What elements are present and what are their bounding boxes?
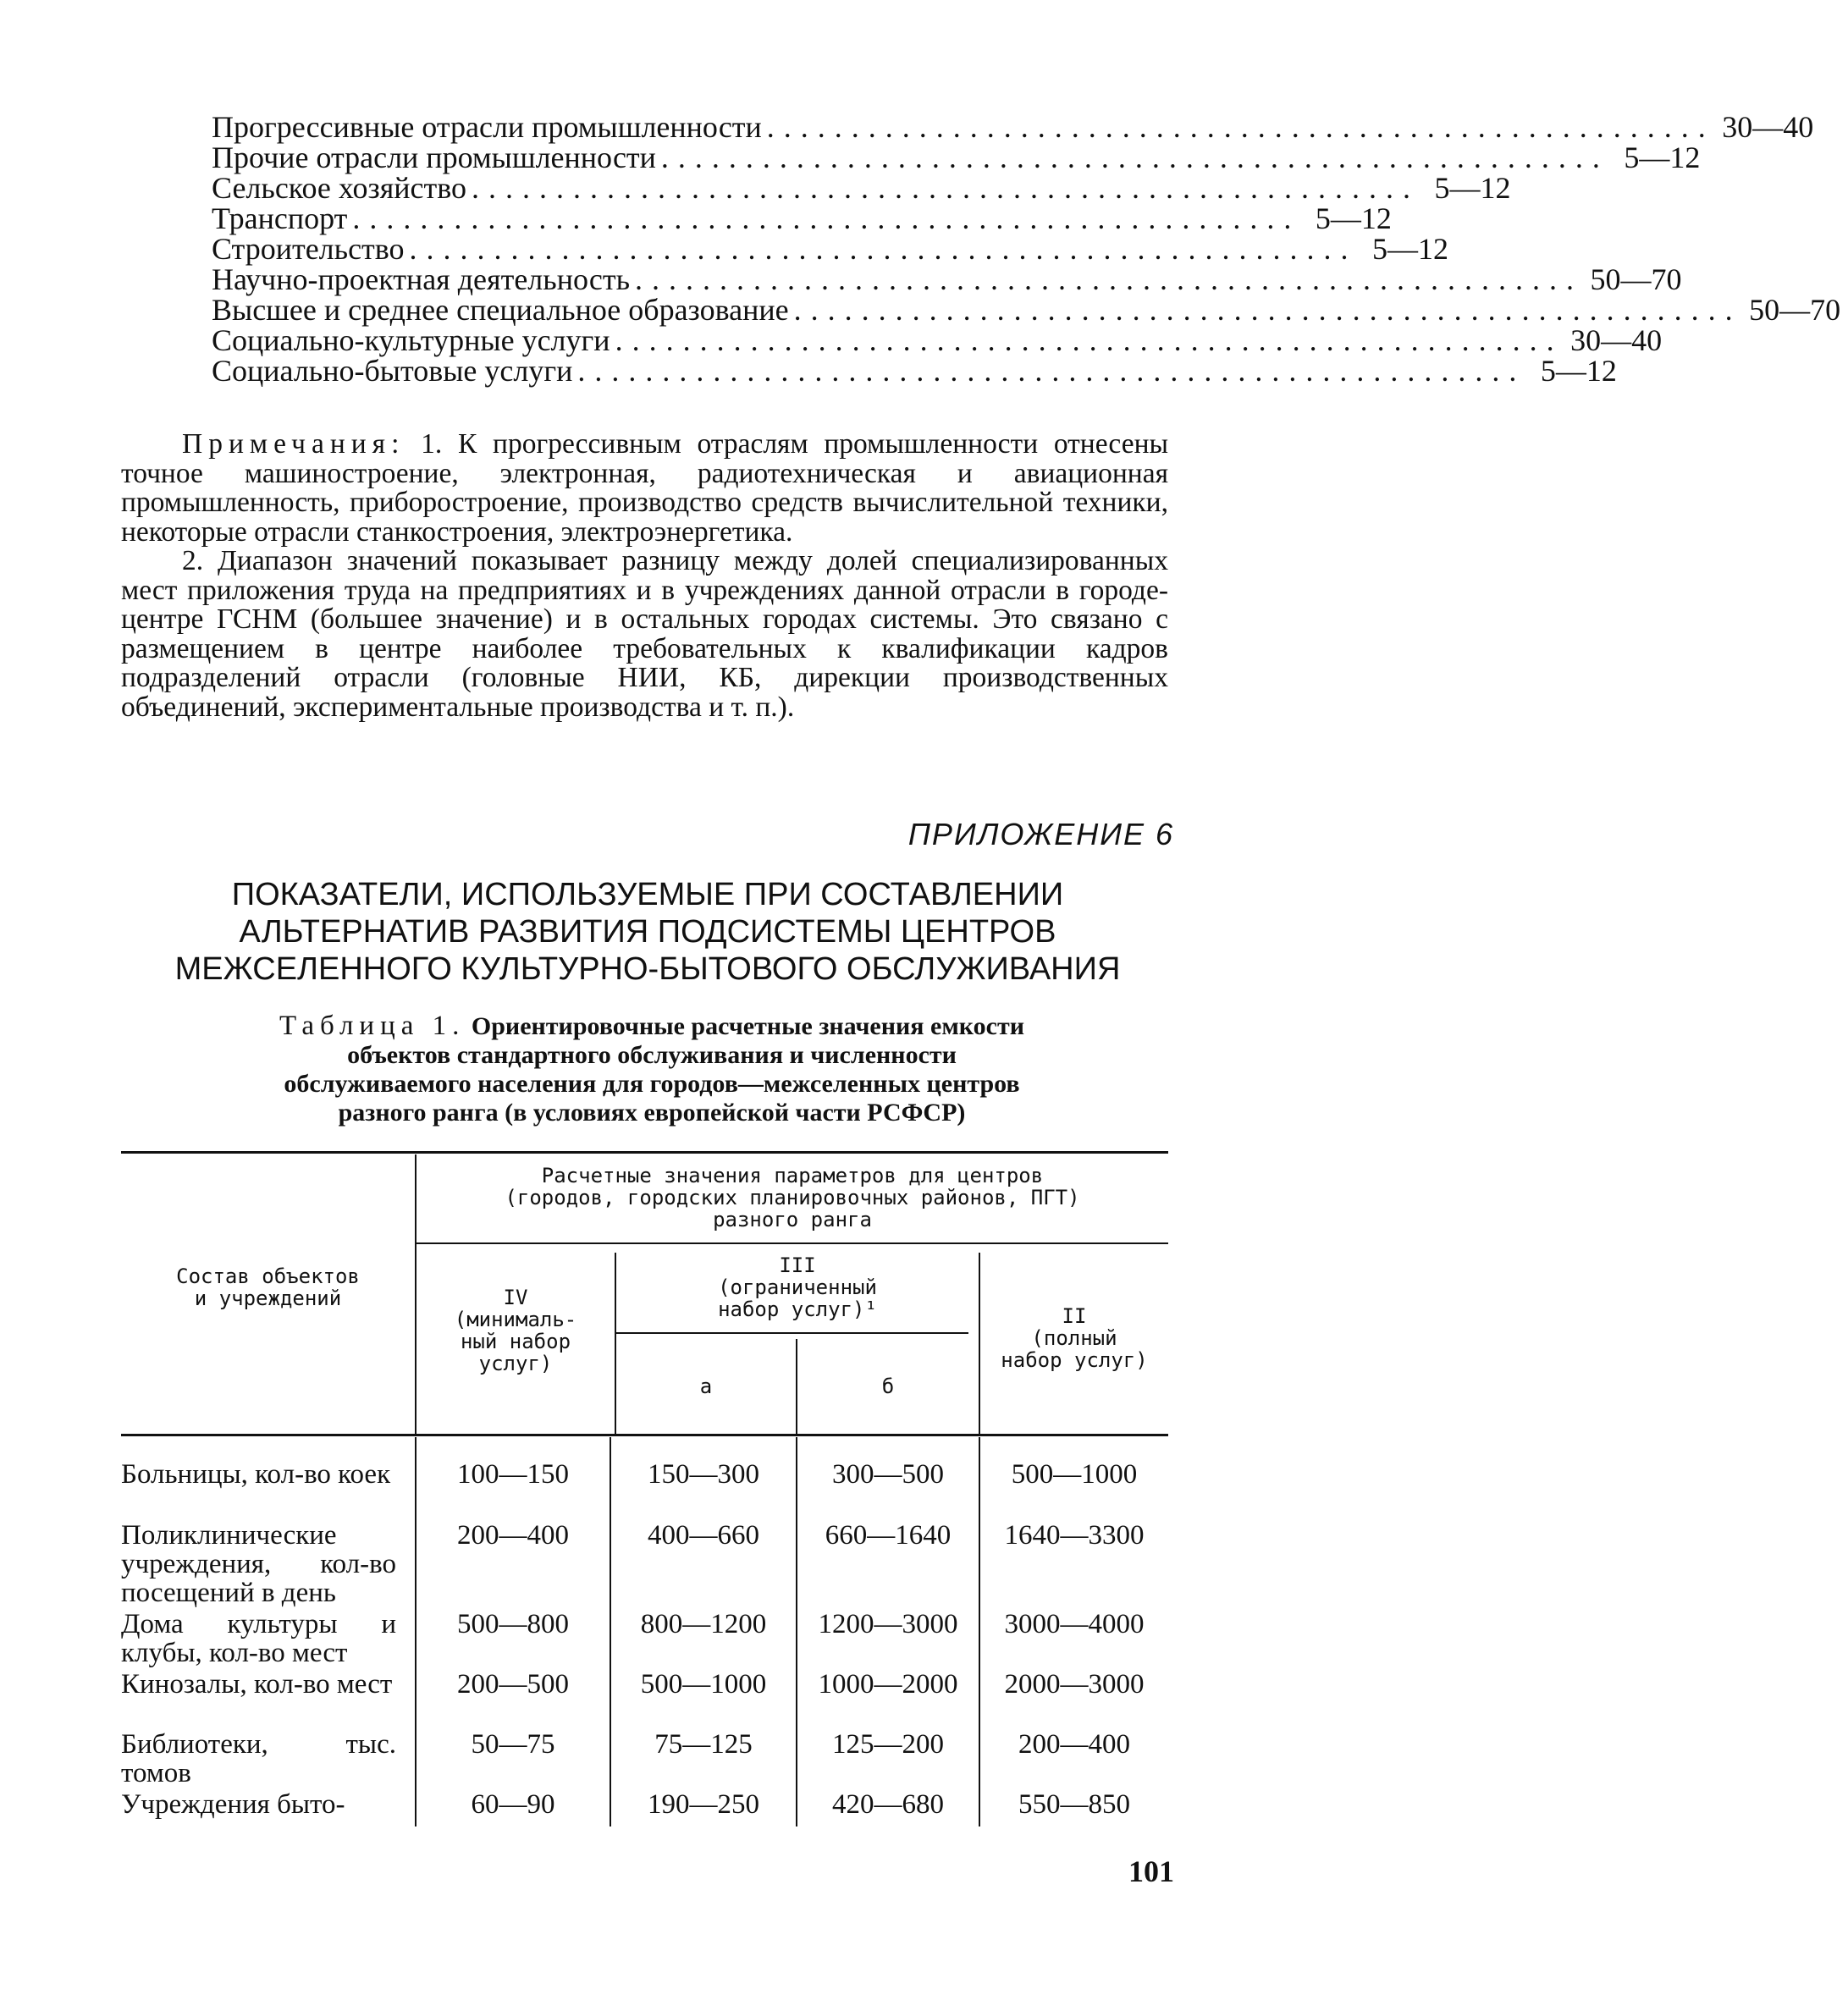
value-iv: 60—90 [471,1789,555,1820]
value-iii-b: 1000—2000 [818,1669,958,1700]
value-ii: 500—1000 [1011,1459,1138,1490]
value-ii: 200—400 [1018,1729,1130,1760]
value-iii-a: 150—300 [648,1459,759,1490]
col-header-b: б [881,1375,895,1398]
value-iv: 200—400 [457,1520,569,1551]
value-ii: 2000—3000 [1004,1669,1145,1700]
value-ii: 1640—3300 [1004,1520,1145,1551]
appendix-label: ПРИЛОЖЕНИЕ 6 [907,817,1174,851]
value-iii-a: 500—1000 [640,1669,767,1700]
table-rule [415,1242,1168,1244]
value-iii-a: 400—660 [648,1520,759,1551]
col-header-iv: IV (минималь- ный набор услуг) [454,1286,577,1375]
industry-share-list [212,110,1841,388]
row-name: Кинозалы, кол-во мест [121,1669,393,1700]
list-item: Строительство ........................................................ 5—12 [212,232,1449,266]
row-name: Дома культуры и клубы, кол-во мест [121,1609,396,1668]
value-ii: 550—850 [1018,1789,1130,1820]
row-name: Поликлинические учреждения, кол-во посещений в день [121,1520,396,1608]
list-item: Прогрессивные отрасли промышленности ........................................................ 30—40 [212,110,1814,144]
col-header-objects: Состав объектов и учреждений [176,1264,360,1310]
note-2: 2. Диапазон значений показывает разницу между долей специализированных мест приложения труда на предприятиях и в учреждениях данной отрасли в городе-центре ГСНМ (большее значение) и в остальных городах системы. Это связано с размещением в центре наиболее требовательных к квалификации кадров подразделений отрасли (головные НИИ, КБ, дирекции производственных объединений, экспериментальные производства и т. п.). [121,545,1168,723]
value-iii-b: 420—680 [832,1789,944,1820]
row-name: Библиотеки, тыс. томов [121,1729,396,1788]
value-iii-a: 75—125 [654,1729,753,1760]
table-caption: Таблица 1. Ориентировочные расчетные значения емкости объектов стандартного обслуживания и численности обслуживаемого населения для городов—межселенных центров разного ранга (в условиях европейской части РСФСР) [279,1011,1024,1127]
value-iv: 100—150 [457,1459,569,1490]
value-iii-a: 800—1200 [640,1609,767,1639]
capacity-table [121,1151,1168,1828]
list-item: Социально-культурные услуги ........................................................ 30—40 [212,323,1663,357]
table-header-rule [121,1434,1168,1436]
list-item: Транспорт ........................................................ 5—12 [212,201,1392,235]
table-rule [615,1332,968,1334]
value-iii-b: 125—200 [832,1729,944,1760]
notes-label: Примечания: [182,428,405,460]
list-item: Научно-проектная деятельность ........................................................ 50—70 [212,262,1682,296]
value-iii-a: 190—250 [648,1789,759,1820]
value-iii-b: 300—500 [832,1459,944,1490]
col-header-group: Расчетные значения параметров для центров (городов, городских планировочных районов, ПГТ) разного ранга [505,1164,1080,1231]
value-iii-b: 660—1640 [825,1520,952,1551]
value-iii-b: 1200—3000 [818,1609,958,1639]
value-iv: 200—500 [457,1669,569,1700]
section-title: ПОКАЗАТЕЛИ, ИСПОЛЬЗУЕМЫЕ ПРИ СОСТАВЛЕНИИ АЛЬТЕРНАТИВ РАЗВИТИЯ ПОДСИСТЕМЫ ЦЕНТРОВ МЕЖСЕЛЕННОГО КУЛЬТУРНО-БЫТОВОГО ОБСЛУЖИВАНИЯ [174,877,1121,987]
page-number: 101 [1128,1854,1174,1888]
list-item: Социально-бытовые услуги ........................................................ 5—12 [212,354,1617,388]
value-iv: 500—800 [457,1609,569,1639]
row-name: Больницы, кол-во коек [121,1459,391,1490]
row-name: Учреждения быто- [121,1789,345,1820]
list-item: Высшее и среднее специальное образование ........................................................ 50—70 [212,293,1841,327]
notes [121,430,1168,722]
col-header-ii: II (полный набор услуг) [1001,1304,1148,1372]
col-header-a: а [699,1375,713,1398]
col-header-iii: III (ограниченный набор услуг)¹ [718,1253,877,1321]
value-iv: 50—75 [471,1729,555,1760]
table-caption-lead: Таблица 1. [279,1011,466,1041]
note-1 [121,430,1168,547]
note-1-text: 1. К прогрессивным отраслям промышленности отнесены точное машиностроение, электронная, радиотехническая и авиационная промышленность, приборостроение, производство средств вычислительной техники, некоторые отрасли станкостроения, электроэнергетика. [121,428,1169,548]
value-ii: 3000—4000 [1004,1609,1145,1639]
list-item: Прочие отрасли промышленности ........................................................ 5—12 [212,140,1701,174]
list-item: Сельское хозяйство ........................................................ 5—12 [212,171,1511,205]
table-top-rule [121,1151,1168,1154]
